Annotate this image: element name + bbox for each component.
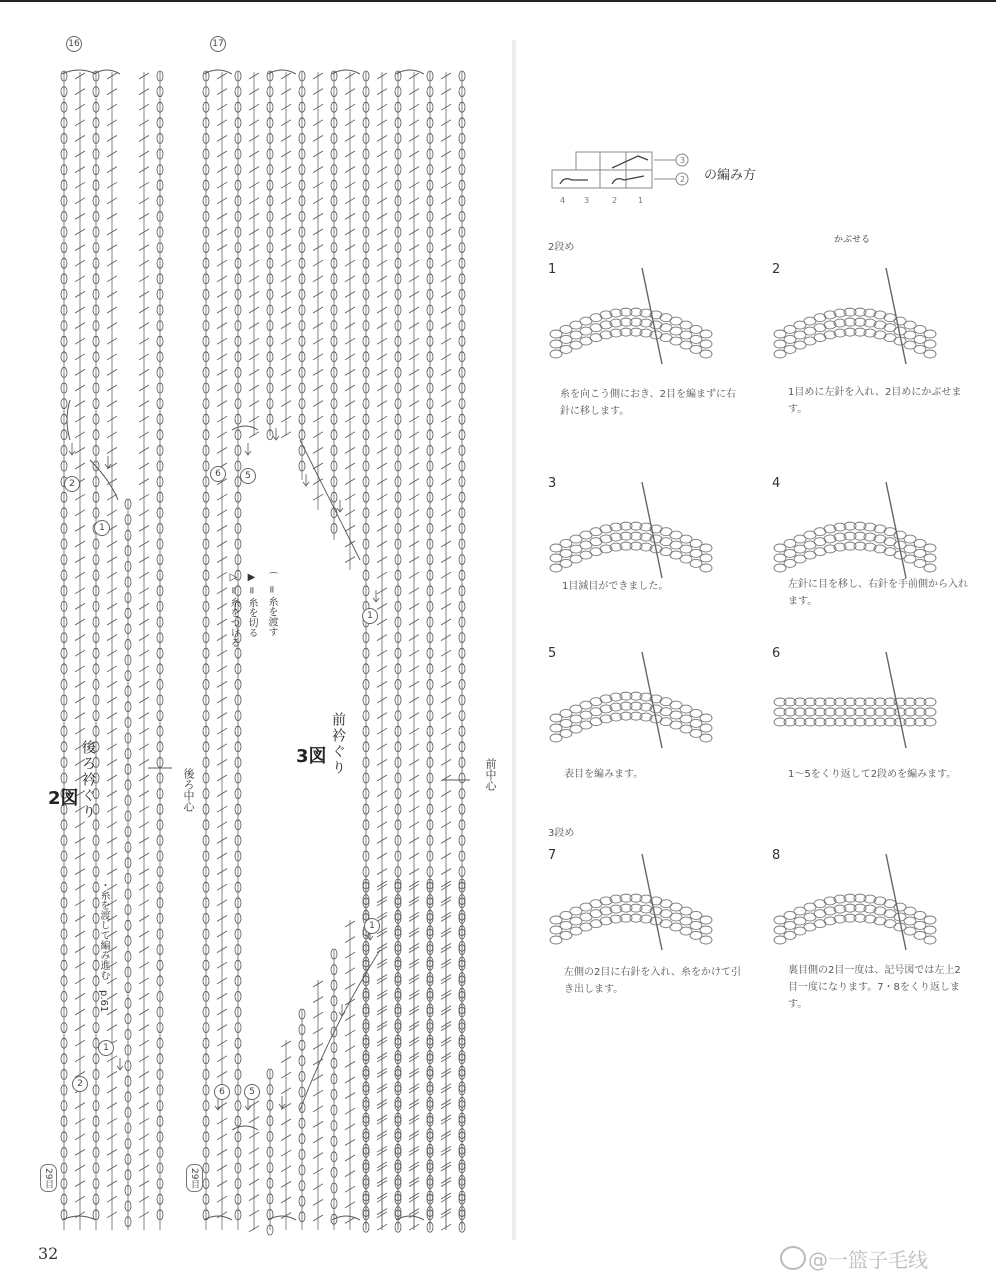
step-description: 1目めに左針を入れ、2目めにかぶせます。 [788,387,962,415]
step-number: 7 [548,848,557,863]
knitting-step-illustration [542,854,722,954]
row-marker-fig3-5b: 5 [244,1084,260,1100]
step-description: 1〜5をくり返して2段めを編みます。 [788,769,957,780]
col-label-4: 4 [560,196,566,205]
knitting-step-illustration [766,652,946,752]
legend-cut: ▶ = 糸を切る [246,572,257,638]
symbol-row-2: 2 [680,175,686,184]
watermark: @一篮子毛线 [808,1248,928,1272]
knitting-step-illustration [766,482,946,582]
step-number: 5 [548,646,557,661]
step-number: 4 [772,476,781,491]
row-marker-fig2-top: 16 [66,36,82,52]
step-number: 8 [772,848,781,863]
row-marker-fig3-1b: 1 [364,918,380,934]
row3-section-label: 3段め [548,828,575,839]
row-marker-fig3-6a: 6 [210,466,226,482]
row-marker-fig3-6b: 6 [214,1084,230,1100]
symbol-row-3: 3 [680,156,686,165]
knitting-step-illustration [542,268,722,368]
step-description: 糸を向こう側におき、2目を編まずに右針に移します。 [560,389,736,417]
legend-attach: ▷ = 糸をつける [228,572,239,648]
step-description: 1目減目ができました。 [562,581,669,592]
knitting-step-illustration [766,854,946,954]
col-label-3: 3 [584,196,590,205]
decrease-title: の編み方 [704,168,757,183]
figure3-title: 3図 [296,746,327,767]
knitting-step-illustration [766,268,946,368]
row-marker-fig2-2b: 2 [72,1076,88,1092]
row-marker-fig2-1b: 1 [98,1040,114,1056]
row-marker-fig3-1a: 1 [362,608,378,624]
figure2-subtitle: 後ろ衿ぐり [80,740,96,820]
page-number: 32 [38,1244,59,1263]
col-label-2: 2 [612,196,618,205]
step-description: 左針に目を移し、右針を手前側から入れます。 [788,579,968,607]
step-callout: かぶせる [834,235,871,245]
page-gutter [512,40,516,1240]
step-number: 1 [548,262,557,277]
step-number: 2 [772,262,781,277]
figure2-center-label: 後ろ中心 [182,768,195,812]
step-description: 表目を編みます。 [564,769,644,780]
figure2-title: 2図 [48,788,79,809]
row-start-fig3: 29目 [186,1164,203,1192]
row-start-fig2: 29目 [40,1164,57,1192]
step-number: 6 [772,646,781,661]
row-marker-fig2-1a: 1 [94,520,110,536]
row-marker-fig2-2a: 2 [64,476,80,492]
knitting-step-illustration [542,652,722,752]
figure2-note: ・糸を渡して編み進む p.61 [98,880,109,1013]
figure3-center-label: 前中心 [484,758,497,791]
col-label-1: 1 [638,196,644,205]
legend-carry: ⌒ = 糸を渡す [266,572,277,637]
figure3-subtitle: 前衿ぐり [330,712,346,776]
step-description: 左側の2目に右針を入れ、糸をかけて引き出します。 [564,967,741,995]
step-description: 裏目側の2目一度は、記号図では左上2目一度になります。7・8をくり返します。 [788,965,961,1010]
step-number: 3 [548,476,557,491]
row2-section-label: 2段め [548,242,575,253]
weibo-icon [780,1246,806,1270]
row-marker-fig3-5a: 5 [240,468,256,484]
knitting-step-illustration [542,482,722,582]
row-marker-fig3-top: 17 [210,36,226,52]
